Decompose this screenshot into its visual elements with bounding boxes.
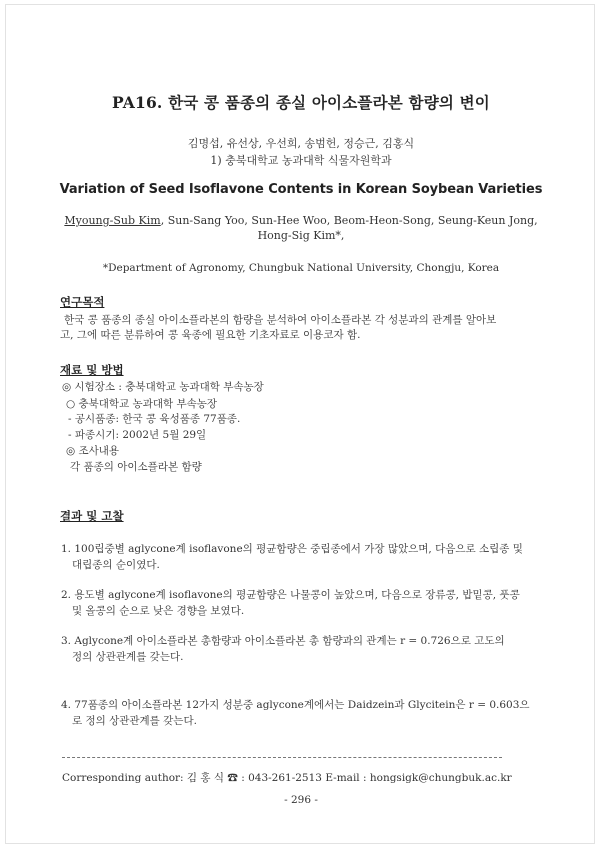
authors-english-line-1 (6, 214, 595, 227)
result-item-2: 2. 용도별 aglycone계 isoflavone의 평균함량은 나물콩이 높았으며, 다음으로 장류콩, 밥밑콩, 풋콩 (61, 589, 520, 601)
authors-korean: 김명섭, 유선상, 우선희, 송범헌, 정승근, 김홍식 (187, 137, 415, 150)
section-heading-methods: 재료 및 방법 (60, 363, 124, 377)
result-item-1-cont: 대립종의 순이였다. (72, 559, 160, 571)
authors-english-line-2: Hong-Sig Kim*, (257, 229, 345, 242)
section-heading-results: 결과 및 고찰 (60, 509, 124, 523)
methods-line: ◎ 시험장소 : 충북대학교 농과대학 부속농장 (62, 381, 264, 393)
methods-line: - 공시품종: 한국 콩 육성품종 77품종. (68, 413, 241, 425)
result-item-4-cont: 로 정의 상관관계를 갖는다. (72, 715, 197, 727)
paper-title-english: Variation of Seed Isoflavone Contents in Korean Soybean Varieties (59, 182, 543, 197)
result-item-2-cont: 및 올콩의 순으로 낮은 경향을 보였다. (72, 605, 245, 617)
affiliation-korean: 1) 충북대학교 농과대학 식물자원학과 (210, 154, 392, 167)
result-item-1: 1. 100립중별 aglycone계 isoflavone의 평균함량은 중립종에서 가장 많았으며, 다음으로 소립종 및 (61, 543, 523, 555)
first-author: Myoung-Sub Kim (64, 214, 161, 227)
methods-line: ◎ 조사내용 (66, 445, 120, 457)
page-number: - 296 - (284, 794, 318, 806)
affiliation-english: *Department of Agronomy, Chungbuk National University, Chongju, Korea (102, 262, 500, 274)
methods-line: 각 품종의 아이소플라본 함량 (70, 461, 202, 473)
result-item-4: 4. 77품종의 아이소플라본 12가지 성분중 aglycone계에서는 Daidzein과 Glycitein은 r = 0.603으 (61, 699, 530, 711)
paper-page (5, 4, 595, 844)
corresponding-author: Corresponding author: 김 홍 식 ☎ : 043-261-2513 E-mail : hongsigk@chungbuk.ac.kr (62, 772, 512, 784)
result-item-3: 3. Aglycone계 아이소플라본 총함량과 아이소플라본 총 함량과의 관계는 r = 0.726으로 고도의 (61, 635, 505, 647)
authors-english-rest: , Sun-Sang Yoo, Sun-Hee Woo, Beom-Heon-Song, Seung-Keun Jong, (160, 214, 538, 227)
methods-line: ○ 충북대학교 농과대학 부속농장 (66, 398, 218, 410)
purpose-text-line-2: 고, 그에 따른 분류하여 콩 육종에 필요한 기초자료로 이용코자 함. (60, 329, 361, 341)
paper-title: PA16. 한국 콩 품종의 종실 아이소플라본 함량의 변이 (112, 93, 490, 112)
result-item-3-cont: 정의 상관관계를 갖는다. (72, 651, 184, 663)
section-heading-purpose: 연구목적 (60, 295, 105, 309)
purpose-text-line-1: 한국 콩 품종의 종실 아이소플라본의 함량을 분석하여 아이소플라본 각 성분과의 관계를 알아보 (64, 314, 497, 326)
footer-divider (62, 757, 502, 758)
methods-line: - 파종시기: 2002년 5월 29일 (68, 429, 207, 441)
